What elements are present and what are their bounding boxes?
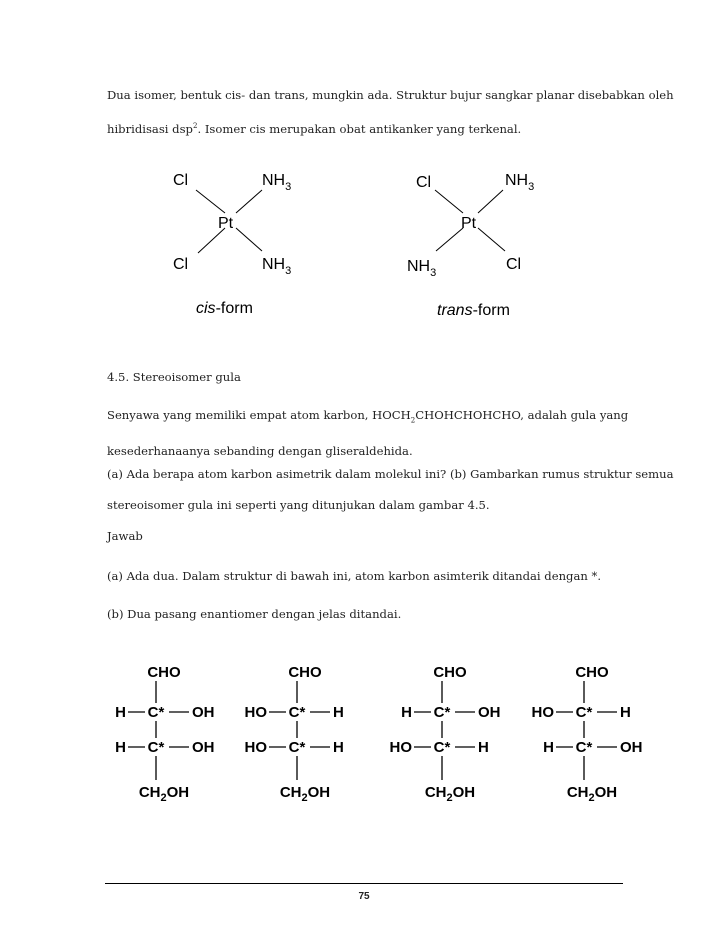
left-substituent: HO <box>244 739 267 756</box>
bottom-group-suffix: OH <box>594 784 618 801</box>
cis-top-right-ligand <box>262 172 291 193</box>
right-substituent: OH <box>620 739 643 756</box>
bond-line <box>236 228 262 251</box>
asymmetric-carbon: C* <box>147 739 165 756</box>
section-heading-text: 4.5. Stereoisomer gula <box>107 370 241 384</box>
answer-b <box>107 599 622 630</box>
problem-line-1-pre: Senyawa yang memiliki empat atom karbon, HOCH <box>107 408 411 422</box>
right-substituent: H <box>620 704 631 721</box>
cis-caption-italic: cis <box>196 300 216 317</box>
bottom-group-prefix: CH <box>138 784 161 801</box>
problem-line-2: kesederhanaanya sebanding dengan gliseraldehida. <box>107 444 413 459</box>
intro-line-1: Dua isomer, bentuk cis- dan trans, mungkin ada. Struktur bujur sangkar planar disebabkan oleh <box>107 88 674 102</box>
asymmetric-carbon: C* <box>433 739 451 756</box>
intro-line-2 <box>107 111 622 145</box>
cis-bottom-right-text: NH <box>262 256 286 273</box>
problem-line-1-post: CHOHCHOHCHO, adalah gula yang <box>415 408 629 422</box>
intro-line-2-pre: hibridisasi dsp <box>107 121 193 136</box>
footer-divider <box>105 883 623 884</box>
problem-subscript: 2 <box>410 416 416 425</box>
left-substituent: HO <box>244 704 267 721</box>
answer-a-text: (a) Ada dua. Dalam struktur di bawah ini, atom karbon asimterik ditandai dengan *. <box>107 569 602 583</box>
trans-isomer <box>407 172 534 319</box>
bond-line <box>478 190 503 213</box>
answer-label <box>107 521 622 552</box>
question-line-1: (a) Ada berapa atom karbon asimetrik dalam molekul ini? (b) Gambarkan rumus struktur semua <box>107 467 674 481</box>
bottom-group-prefix: CH <box>424 784 447 801</box>
sugar-bottom-group <box>280 784 330 804</box>
intro-superscript: 2 <box>192 122 198 130</box>
bottom-group-prefix: CH <box>279 784 302 801</box>
bottom-group-subscript: 2 <box>301 792 308 804</box>
bond-line <box>436 228 463 251</box>
right-substituent: OH <box>192 704 215 721</box>
cis-top-left-ligand: Cl <box>173 172 189 189</box>
bottom-group-subscript: 2 <box>588 792 595 804</box>
trans-top-right-text: NH <box>505 172 529 189</box>
left-substituent: H <box>543 739 554 756</box>
problem-line-1 <box>107 400 629 436</box>
trans-bottom-right-ligand: Cl <box>506 256 522 273</box>
trans-bottom-left-ligand <box>407 258 436 279</box>
asymmetric-carbon: C* <box>575 704 593 721</box>
bond-line <box>196 190 225 213</box>
asymmetric-carbon: C* <box>433 704 451 721</box>
trans-top-left-ligand: Cl <box>416 174 432 191</box>
trans-caption <box>437 302 510 319</box>
answer-b-text: (b) Dua pasang enantiomer dengan jelas ditandai. <box>107 607 402 621</box>
right-substituent: OH <box>478 704 501 721</box>
bottom-group-subscript: 2 <box>160 792 167 804</box>
right-substituent: OH <box>192 739 215 756</box>
asymmetric-carbon: C* <box>288 739 306 756</box>
trans-bottom-left-subscript: 3 <box>430 267 437 279</box>
trans-caption-rest: -form <box>472 302 510 319</box>
sugar-bottom-group <box>139 784 189 804</box>
trans-top-right-subscript: 3 <box>528 181 535 193</box>
bond-line <box>478 228 505 251</box>
left-substituent: H <box>115 739 126 756</box>
cis-top-right-subscript: 3 <box>285 181 292 193</box>
sugar-bottom-group <box>425 784 475 804</box>
cis-bottom-right-ligand <box>262 256 291 277</box>
left-substituent: HO <box>389 739 412 756</box>
pt-isomer-figure <box>148 147 593 345</box>
sugar-top-group: CHO <box>433 664 467 681</box>
trans-top-right-ligand <box>505 172 534 193</box>
right-substituent: H <box>333 739 344 756</box>
bond-line <box>435 190 463 213</box>
left-substituent: H <box>115 704 126 721</box>
bond-line <box>236 190 262 213</box>
cis-caption <box>196 300 253 317</box>
left-substituent: H <box>401 704 412 721</box>
bottom-group-suffix: OH <box>166 784 190 801</box>
trans-metal-center: Pt <box>461 215 477 232</box>
bottom-group-subscript: 2 <box>446 792 453 804</box>
intro-line-2-post: . Isomer cis merupakan obat antikanker yang terkenal. <box>197 121 522 136</box>
intro-paragraph <box>107 80 674 145</box>
question-line-2: stereoisomer gula ini seperti yang ditunjukan dalam gambar 4.5. <box>107 498 490 512</box>
bottom-group-prefix: CH <box>566 784 589 801</box>
sugar-structures-svg <box>106 645 655 820</box>
bottom-group-suffix: OH <box>307 784 331 801</box>
question-paragraph <box>107 459 674 521</box>
cis-isomer <box>173 172 291 317</box>
section-heading <box>107 362 622 393</box>
cis-caption-rest: -form <box>215 300 253 317</box>
right-substituent: H <box>478 739 489 756</box>
left-substituent: HO <box>531 704 554 721</box>
page-number: 75 <box>358 891 370 902</box>
trans-bottom-left-text: NH <box>407 258 431 275</box>
problem-paragraph <box>107 400 629 467</box>
right-substituent: H <box>333 704 344 721</box>
sugar-top-group: CHO <box>288 664 322 681</box>
cis-top-right-text: NH <box>262 172 286 189</box>
asymmetric-carbon: C* <box>575 739 593 756</box>
sugar-stereoisomer-figure <box>106 645 655 820</box>
sugar-bottom-group <box>567 784 617 804</box>
sugar-top-group: CHO <box>147 664 181 681</box>
sugar-top-group: CHO <box>575 664 609 681</box>
asymmetric-carbon: C* <box>147 704 165 721</box>
answer-label-text: Jawab <box>107 529 143 543</box>
asymmetric-carbon: C* <box>288 704 306 721</box>
trans-caption-italic: trans <box>437 302 473 319</box>
cis-bottom-left-ligand: Cl <box>173 256 189 273</box>
cis-metal-center: Pt <box>218 215 234 232</box>
bottom-group-suffix: OH <box>452 784 476 801</box>
answer-a <box>107 561 622 592</box>
cis-bottom-right-subscript: 3 <box>285 265 292 277</box>
